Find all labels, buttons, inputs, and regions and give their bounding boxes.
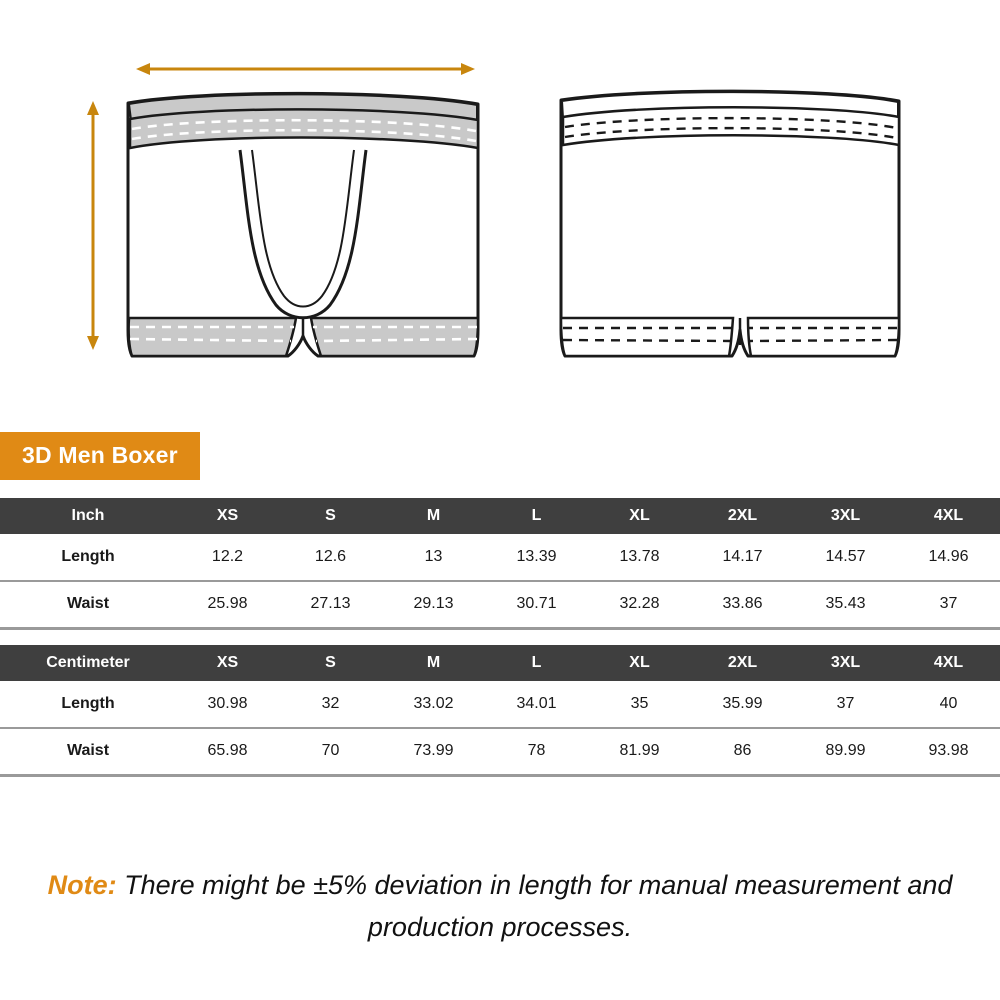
cell-waist-l: 30.71 bbox=[516, 595, 557, 613]
inch-size-table-wrapper bbox=[0, 498, 1000, 630]
note-label: Note: bbox=[47, 870, 117, 900]
boxer-back-view bbox=[561, 91, 899, 356]
table-header-row bbox=[0, 498, 1000, 534]
table-header-row bbox=[0, 645, 1000, 681]
size-header-s: S bbox=[279, 498, 382, 534]
unit-header: Inch bbox=[0, 498, 176, 534]
size-header-xl: XL bbox=[588, 498, 691, 534]
cell-waist-s: 70 bbox=[321, 742, 340, 760]
length-height-arrow bbox=[87, 101, 99, 350]
unit-header: Centimeter bbox=[0, 645, 176, 681]
cell-length-xl: 35 bbox=[630, 695, 649, 712]
centimeter-size-table-wrapper bbox=[0, 645, 1000, 777]
size-header-2xl: 2XL bbox=[691, 645, 794, 681]
page-title: 3D Men Boxer bbox=[0, 432, 200, 480]
cell-waist-2xl: 33.86 bbox=[722, 595, 763, 613]
cell-length-m: 33.02 bbox=[413, 695, 454, 712]
size-header-m: M bbox=[382, 498, 485, 534]
cell-length-2xl: 35.99 bbox=[722, 695, 763, 712]
cell-length-2xl: 14.17 bbox=[722, 548, 763, 565]
cell-waist-3xl: 35.43 bbox=[825, 595, 866, 613]
size-header-2xl: 2XL bbox=[691, 498, 794, 534]
cell-waist-3xl: 89.99 bbox=[825, 742, 866, 760]
row-label-waist: Waist bbox=[66, 595, 110, 613]
size-header-4xl: 4XL bbox=[897, 498, 1000, 534]
cell-waist-xs: 25.98 bbox=[207, 595, 248, 613]
note-text bbox=[0, 865, 1000, 949]
product-illustration bbox=[0, 0, 1000, 410]
cell-length-m: 13 bbox=[424, 548, 443, 565]
table-row bbox=[0, 681, 1000, 728]
size-header-l: L bbox=[485, 498, 588, 534]
inch-size-table bbox=[0, 498, 1000, 630]
cell-length-xs: 12.2 bbox=[211, 548, 244, 565]
cell-length-3xl: 14.57 bbox=[825, 548, 866, 565]
boxer-front-view bbox=[128, 93, 478, 356]
cell-length-3xl: 37 bbox=[836, 695, 855, 712]
table-row bbox=[0, 728, 1000, 775]
waist-width-arrow bbox=[136, 63, 475, 75]
size-header-l: L bbox=[485, 645, 588, 681]
cell-length-xl: 13.78 bbox=[619, 548, 660, 565]
size-header-xl: XL bbox=[588, 645, 691, 681]
cell-length-s: 12.6 bbox=[314, 548, 347, 565]
cell-waist-xl: 81.99 bbox=[619, 742, 660, 760]
cell-waist-xs: 65.98 bbox=[207, 742, 248, 760]
cell-waist-4xl: 37 bbox=[939, 595, 958, 613]
centimeter-size-table bbox=[0, 645, 1000, 777]
cell-waist-s: 27.13 bbox=[310, 595, 351, 613]
cell-length-4xl: 14.96 bbox=[928, 548, 969, 565]
size-header-s: S bbox=[279, 645, 382, 681]
note-body: There might be ±5% deviation in length for manual measurement and production processes. bbox=[116, 870, 953, 942]
cell-waist-2xl: 86 bbox=[733, 742, 752, 760]
size-header-4xl: 4XL bbox=[897, 645, 1000, 681]
row-label-length: Length bbox=[61, 548, 115, 565]
cell-waist-xl: 32.28 bbox=[619, 595, 660, 613]
table-row bbox=[0, 581, 1000, 628]
cell-waist-m: 73.99 bbox=[413, 742, 454, 760]
size-header-3xl: 3XL bbox=[794, 498, 897, 534]
cell-length-4xl: 40 bbox=[939, 695, 958, 712]
size-header-xs: XS bbox=[176, 498, 279, 534]
table-row bbox=[0, 534, 1000, 581]
cell-length-l: 13.39 bbox=[516, 548, 557, 565]
size-header-m: M bbox=[382, 645, 485, 681]
cell-length-xs: 30.98 bbox=[207, 695, 248, 712]
cell-length-s: 32 bbox=[321, 695, 340, 712]
row-label-length: Length bbox=[61, 695, 115, 712]
cell-waist-m: 29.13 bbox=[413, 595, 454, 613]
row-label-waist: Waist bbox=[66, 742, 110, 760]
cell-length-l: 34.01 bbox=[516, 695, 557, 712]
size-header-xs: XS bbox=[176, 645, 279, 681]
size-header-3xl: 3XL bbox=[794, 645, 897, 681]
cell-waist-l: 78 bbox=[527, 742, 546, 760]
cell-waist-4xl: 93.98 bbox=[928, 742, 969, 760]
